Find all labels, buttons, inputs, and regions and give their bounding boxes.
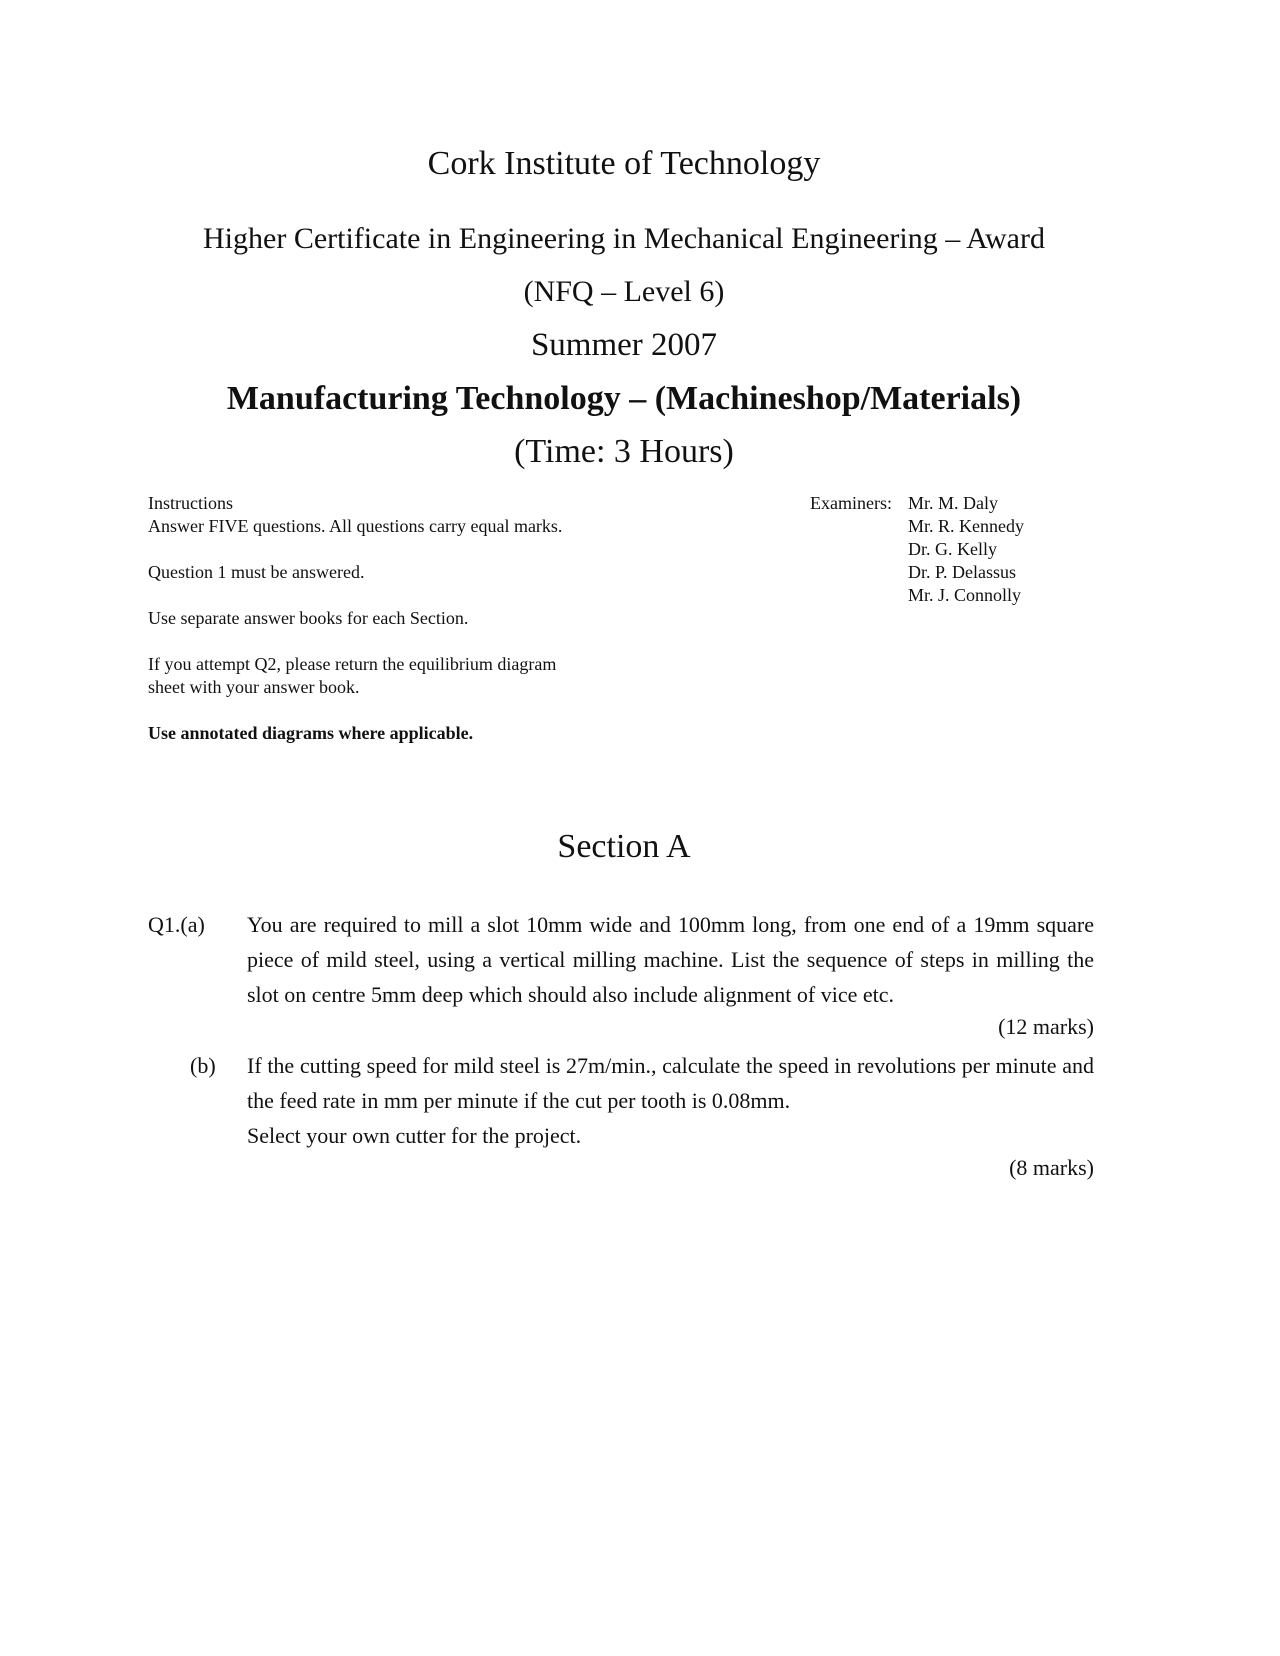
exam-session: Summer 2007 [530,327,718,363]
question-marks: (8 marks) [1009,1155,1094,1180]
diagrams-note: Use annotated diagrams where applicable. [148,723,474,743]
examiner-name: Mr. M. Daly [908,493,998,513]
question-text: You are required to mill a slot 10mm wide and 100mm long, from one end of a 19mm square piece of mild steel, using a vertical milling machine. List the sequence of steps in milling the slot on centre 5mm deep which should also include alignment of vice etc. [247,912,1094,1007]
answer-books-note: Use separate answer books for each Section. [148,608,469,628]
question-1a [148,907,1094,1012]
instructions-heading: Instructions [148,493,233,513]
compulsory-question-note: Question 1 must be answered. [148,562,365,582]
q2-return-note: If you attempt Q2, please return the equilibrium diagram sheet with your answer book. [148,654,557,697]
question-text: If the cutting speed for mild steel is 27m/min., calculate the speed in revolutions per minute and the feed rate in mm per minute if the cut per tooth is 0.08mm. [247,1053,1094,1113]
subject-title: Manufacturing Technology – (Machineshop/Materials) [226,380,1022,417]
examiner-name: Mr. R. Kennedy [908,516,1024,536]
examiners-list [908,492,1024,607]
programme-title: Higher Certificate in Engineering in Mechanical Engineering – Award [203,222,1045,255]
instructions-block [148,492,568,745]
exam-duration: (Time: 3 Hours) [514,433,734,470]
institute-name: Cork Institute of Technology [427,145,821,182]
question-label: (b) [190,1053,216,1078]
answer-rule: Answer FIVE questions. All questions carry equal marks. [148,516,563,536]
question-marks: (12 marks) [998,1014,1094,1039]
examiners-block [810,492,1024,607]
question-label: Q1.(a) [148,912,205,937]
examiner-name: Dr. P. Delassus [908,562,1017,582]
question-1b [148,1048,1094,1153]
nfq-level: (NFQ – Level 6) [523,275,725,308]
examiner-name: Mr. J. Connolly [908,585,1022,605]
examiners-label: Examiners: [810,493,892,513]
section-title: Section A [557,828,691,865]
examiner-name: Dr. G. Kelly [908,539,997,559]
question-text-extra: Select your own cutter for the project. [247,1123,582,1148]
